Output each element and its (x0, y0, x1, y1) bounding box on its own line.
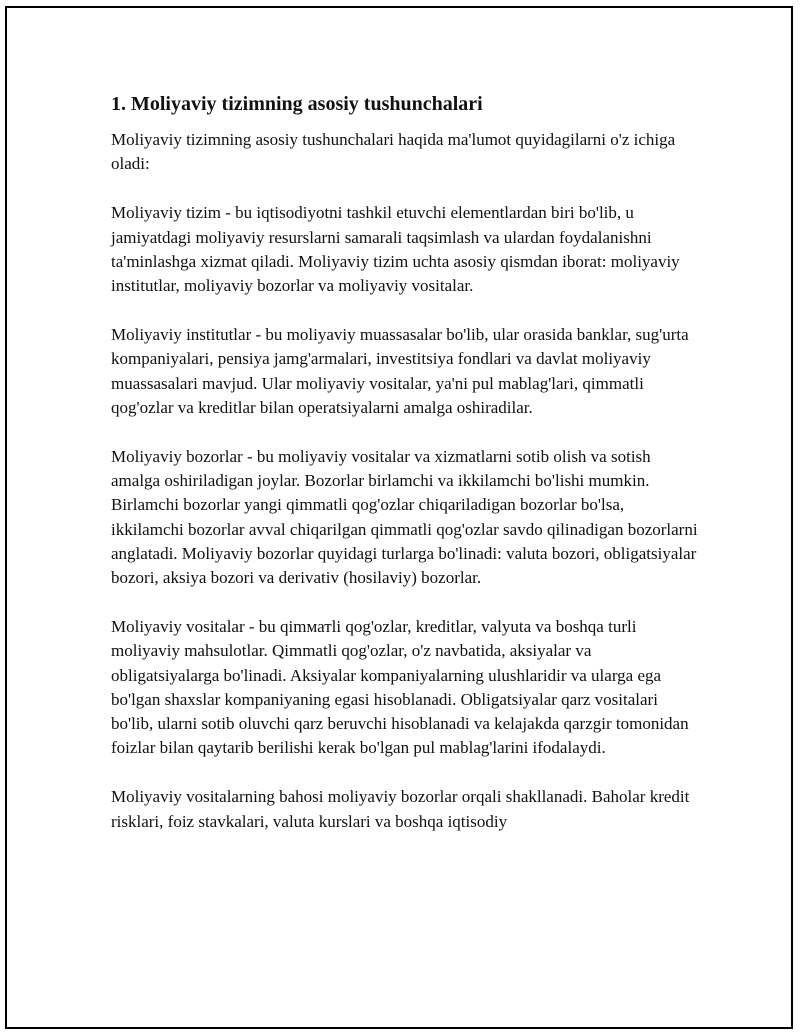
paragraph-financial-markets: Moliyaviy bozorlar - bu moliyaviy vositalar va xizmatlarni sotib olish va sotish amalga oshiriladigan joylar. Bozorlar birlamchi va ikkilamchi bo'lishi mumkin. Birlamchi bozorlar yangi qimmatli qog'ozlar chiqariladigan bozorlar bo'lsa, ikkilamchi bozorlar avval chiqarilgan qimmatli qog'ozlar savdo qilinadigan bozorlarni anglatadi. Moliyaviy bozorlar quyidagi turlarga bo'linadi: valuta bozori, obligatsiyalar bozori, aksiya bozori va derivativ (hosilaviy) bozorlar. (111, 447, 698, 588)
paragraph-financial-institutions: Moliyaviy institutlar - bu moliyaviy muassasalar bo'lib, ular orasida banklar, sug'urta kompaniyalari, pensiya jamg'armalari, investitsiya fondlari va davlat moliyaviy muassasalari mavjud. Ular moliyaviy vositalar, ya'ni pul mablag'lari, qimmatli qog'ozlar va kreditlar bilan operatsiyalarni amalga oshiradilar. (111, 325, 689, 417)
paragraph-intro: Moliyaviy tizimning asosiy tushunchalari haqida ma'lumot quyidagilarni o'z ichiga oladi: (111, 130, 676, 174)
paragraph-financial-instruments: Moliyaviy vositalar - bu qimматli qog'ozlar, kreditlar, valyuta va boshqa turli moliyaviy mahsulotlar. Qimmatli qog'ozlar, o'z navbatida, aksiyalar va obligatsiyalarga bo'linadi. Aksiyalar kompaniyalarning ulushlaridir va ularga ega bo'lgan shaxslar kompaniyaning egasi hisoblanadi. Obligatsiyalar qarz vositalari bo'lib, ularni sotib oluvchi qarz beruvchi hisoblanadi va kelajakda qarzgir tomonidan foizlar bilan qaytarib berilishi kerak bo'lgan pul mablag'larini ifodalaydi. (111, 617, 689, 758)
paragraph-financial-system: Moliyaviy tizim - bu iqtisodiyotni tashkil etuvchi elementlardan biri bo'lib, u jamiyatdagi moliyaviy resurslarni samarali taqsimlash va ulardan foydalanishni ta'minlashga xizmat qiladi. Moliyaviy tizim uchta asosiy qismdan iborat: moliyaviy institutlar, moliyaviy bozorlar va moliyaviy vositalar. (111, 203, 680, 296)
document-heading: 1. Moliyaviy tizimning asosiy tushunchalari (111, 93, 483, 115)
document-body (111, 84, 701, 834)
paragraph-pricing: Moliyaviy vositalarning bahosi moliyaviy bozorlar orqali shakllanadi. Baholar kredit risklari, foiz stavkalari, valuta kurslari va boshqa iqtisodiy (111, 787, 690, 831)
